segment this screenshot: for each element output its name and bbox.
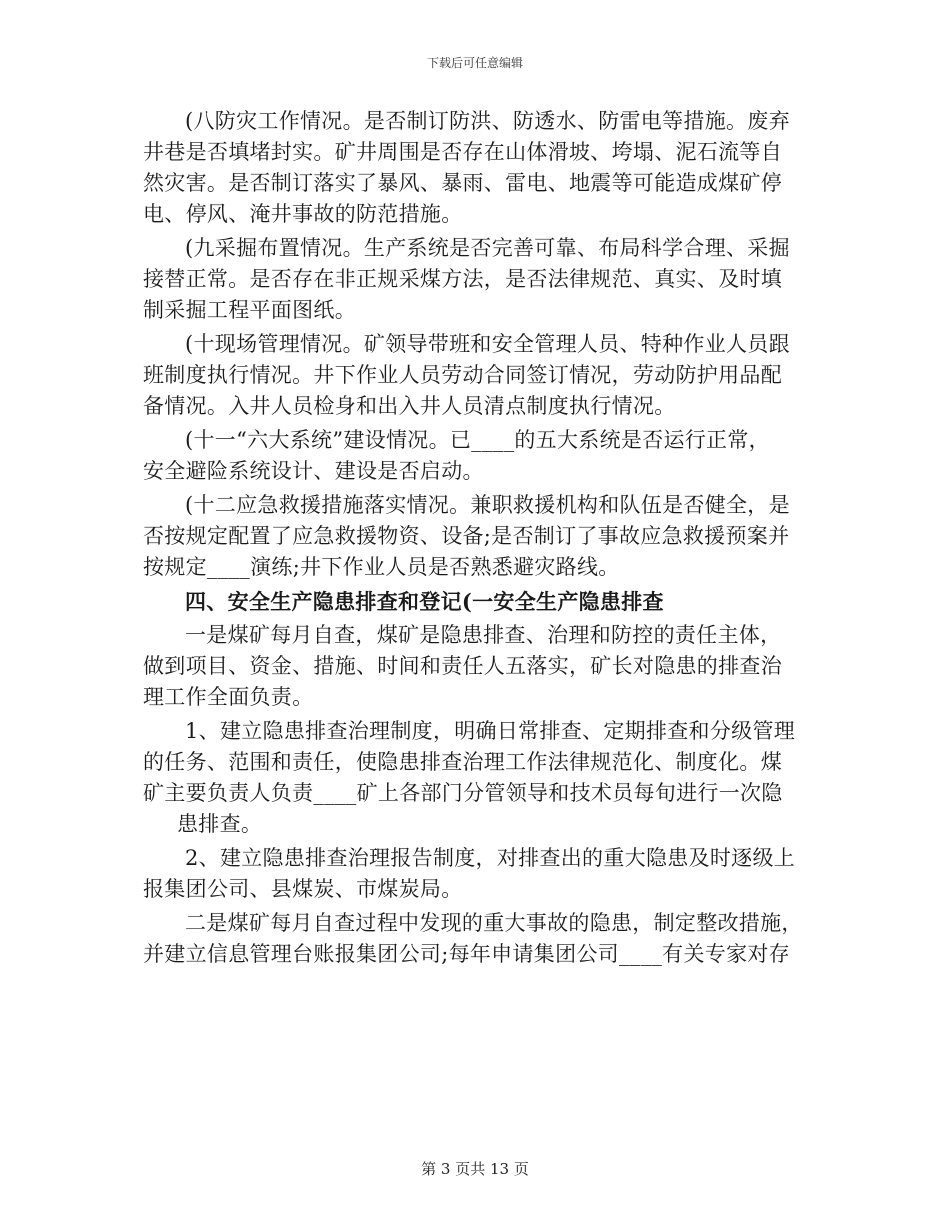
- document-body: [143, 106, 807, 973]
- text-line: (十二应急救援措施落实情况。兼职救援机构和队伍是否健全，是: [185, 493, 790, 517]
- text-line: 并建立信息管理台账报集团公司;每年申请集团公司____有关专家对存: [143, 942, 790, 966]
- text-line: 制采掘工程平面图纸。: [143, 298, 356, 322]
- text-line: 理工作全面负责。: [143, 685, 314, 709]
- page-header: 下载后可任意编辑: [426, 56, 523, 70]
- text-line: 矿主要负责人负责____矿上各部门分管领导和技术员每旬进行一次隐: [143, 781, 783, 805]
- text-line: 电、停风、淹井事故的防范措施。: [143, 202, 463, 226]
- text-line: 的任务、范围和责任，使隐患排查治理工作法律规范化、制度化。煤: [143, 750, 782, 774]
- text-line: 接替正常。是否存在非正规采煤方法，是否法律规范、真实、及时填: [143, 267, 782, 291]
- text-line: 备情况。入井人员检身和出入井人员清点制度执行情况。: [143, 394, 676, 418]
- paragraph-monthly-self-check: [143, 620, 807, 713]
- paragraph-disaster-prevention: [143, 106, 807, 230]
- text-line: (十一“六大系统”建设情况。已____的五大系统是否运行正常，: [185, 428, 770, 452]
- text-line: 一是煤矿每月自查，煤矿是隐患排查、治理和防控的责任主体，: [185, 623, 782, 647]
- paragraph-emergency-rescue: [143, 490, 807, 583]
- paragraph-six-systems: [143, 425, 807, 487]
- text-line: 做到项目、资金、措施、时间和责任人五落实，矿长对隐患的排查治: [143, 654, 782, 678]
- text-line: 患排查。: [177, 812, 263, 836]
- text-line: 安全避险系统设计、建设是否启动。: [143, 459, 484, 483]
- section-heading: [143, 586, 807, 617]
- heading-line: 四、安全生产隐患排查和登记(一安全生产隐患排查: [185, 589, 664, 614]
- text-line: (十现场管理情况。矿领导带班和安全管理人员、特种作业人员跟: [185, 332, 790, 356]
- text-line: (八防灾工作情况。是否制订防洪、防透水、防雷电等措施。废弃: [185, 109, 790, 133]
- text-line: 二是煤矿每月自查过程中发现的重大事故的隐患，制定整改措施，: [185, 911, 803, 935]
- paragraph-item-1: [143, 716, 807, 840]
- paragraph-item-2: [143, 843, 807, 905]
- text-line: 否按规定配置了应急救援物资、设备;是否制订了事故应急救援预案并: [143, 524, 790, 548]
- text-line: 班制度执行情况。井下作业人员劳动合同签订情况，劳动防护用品配: [143, 363, 782, 387]
- paragraph-mining-layout: [143, 233, 807, 326]
- paragraph-site-management: [143, 329, 807, 422]
- text-line: 1、建立隐患排查治理制度，明确日常排查、定期排查和分级管理: [185, 719, 796, 743]
- text-line: (九采掘布置情况。生产系统是否完善可靠、布局科学合理、采掘: [185, 236, 790, 260]
- text-line: 2、建立隐患排查治理报告制度，对排查出的重大隐患及时逐级上: [185, 846, 796, 870]
- text-line: 按规定____演练;井下作业人员是否熟悉避灾路线。: [143, 555, 620, 579]
- paragraph-major-hazards: [143, 908, 807, 970]
- text-line: 然灾害。是否制订落实了暴风、暴雨、雷电、地震等可能造成煤矿停: [143, 171, 782, 195]
- text-line: 报集团公司、县煤炭、市煤炭局。: [143, 877, 463, 901]
- text-line: 井巷是否填堵封实。矿井周围是否存在山体滑坡、垮塌、泥石流等自: [143, 140, 782, 164]
- page-number: 第 3 页共 13 页: [421, 1160, 529, 1178]
